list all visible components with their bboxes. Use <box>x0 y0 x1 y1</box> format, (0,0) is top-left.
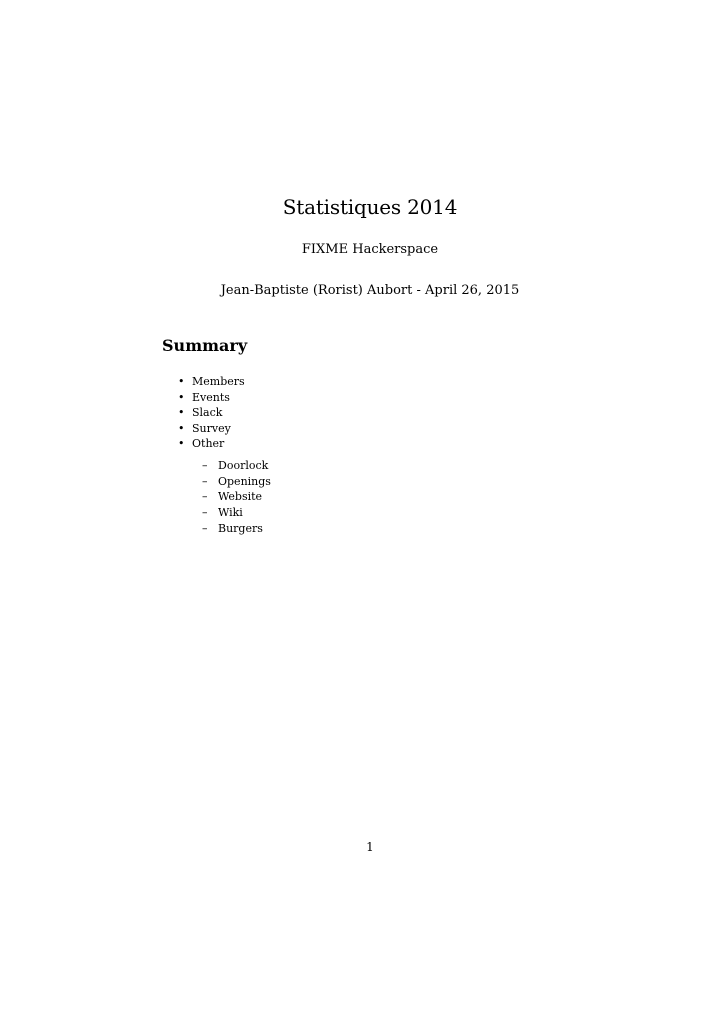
other-subitem-burgers <box>202 522 263 535</box>
summary-item-slack <box>178 406 223 419</box>
other-subitem-wiki <box>202 506 243 519</box>
summary-item-label: Other <box>192 437 225 450</box>
bullet-icon: • <box>178 422 185 435</box>
summary-item-label: Survey <box>192 422 231 435</box>
dash-icon: – <box>202 459 208 472</box>
summary-item-label: Events <box>192 391 230 404</box>
section-title-summary: Summary <box>162 336 248 355</box>
summary-item-label: Slack <box>192 406 223 419</box>
other-subitem-label: Openings <box>218 475 271 488</box>
bullet-icon: • <box>178 437 185 450</box>
summary-item-survey <box>178 422 231 435</box>
dash-icon: – <box>202 506 208 519</box>
other-subitem-openings <box>202 475 271 488</box>
page-number: 1 <box>366 840 374 854</box>
summary-item-members <box>178 375 245 388</box>
summary-item-label: Members <box>192 375 245 388</box>
bullet-icon: • <box>178 391 185 404</box>
document-affiliation: FIXME Hackerspace <box>301 242 439 257</box>
other-subitem-website <box>202 490 263 503</box>
dash-icon: – <box>202 490 208 503</box>
document-author-line: Jean-Baptiste (Rorist) Aubort - April 26, 2015 <box>220 283 520 298</box>
dash-icon: – <box>202 475 208 488</box>
other-subitem-label: Website <box>218 490 263 503</box>
other-subitem-label: Doorlock <box>218 459 269 472</box>
summary-item-other <box>178 437 225 450</box>
bullet-icon: • <box>178 375 185 388</box>
dash-icon: – <box>202 522 208 535</box>
document-title: Statistiques 2014 <box>282 195 458 219</box>
bullet-icon: • <box>178 406 185 419</box>
other-subitem-doorlock <box>202 459 269 472</box>
other-subitem-label: Wiki <box>218 506 243 519</box>
other-subitem-label: Burgers <box>218 522 263 535</box>
summary-item-events <box>178 391 230 404</box>
